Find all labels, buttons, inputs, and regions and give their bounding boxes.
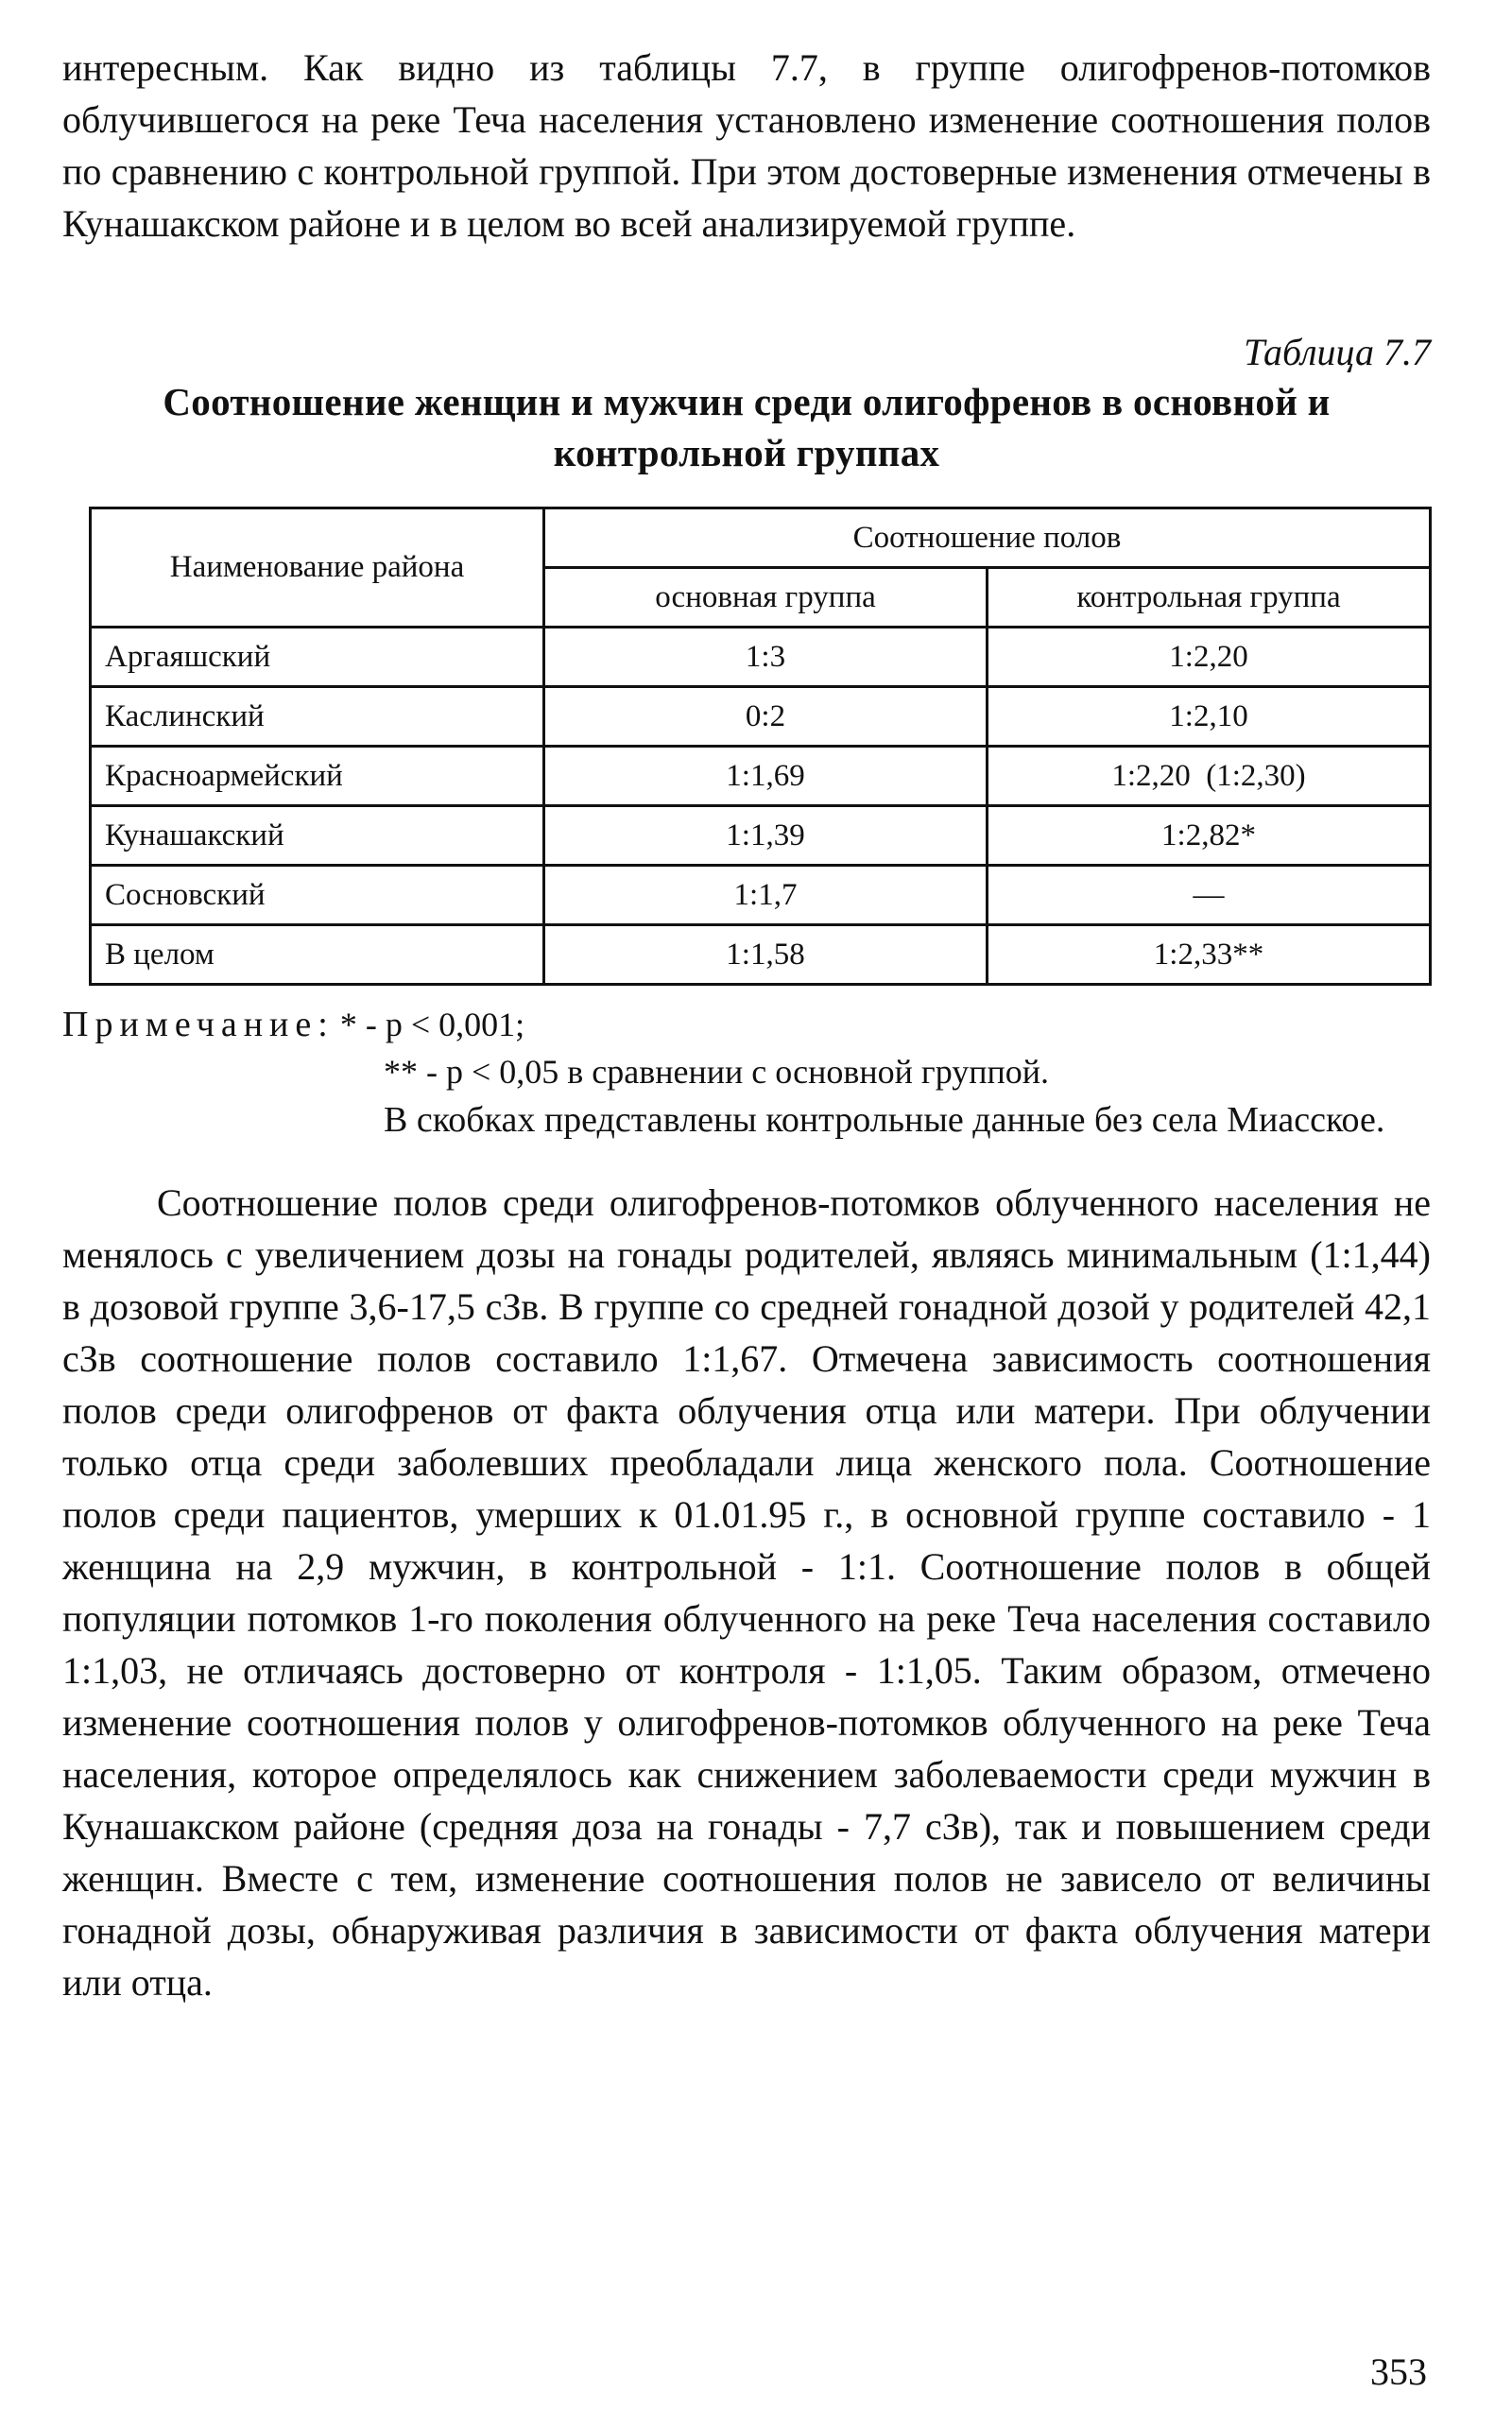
control-group-cell: 1:2,20 [988,628,1431,687]
sex-ratio-table [89,507,1432,986]
table-row [91,806,1431,866]
header-main-group: основная группа [544,568,988,628]
district-cell: Красноармейский [91,747,544,806]
control-group-cell: 1:2,82* [988,806,1431,866]
table-row [91,866,1431,925]
note-line-2: ** - р < 0,05 в сравнении с основной группой. [384,1053,1050,1091]
district-cell: Аргаяшский [91,628,544,687]
main-group-cell: 1:1,7 [544,866,988,925]
table-row [91,925,1431,985]
control-group-cell: 1:2,33** [988,925,1431,985]
main-group-cell: 1:3 [544,628,988,687]
control-group-cell: — [988,866,1431,925]
main-group-cell: 1:1,58 [544,925,988,985]
page [62,42,1431,2008]
table-title: Соотношение женщин и мужчин среди олигофренов в основной и контрольной группах [163,380,1331,474]
main-group-cell: 1:1,39 [544,806,988,866]
control-group-cell: 1:2,10 [988,687,1431,747]
header-district: Наименование района [91,508,544,628]
note-line-3: В скобках представлены контрольные данные без села Миасское. [384,1100,1385,1140]
table-row [91,687,1431,747]
page-number: 353 [1370,2350,1427,2393]
district-cell: В целом [91,925,544,985]
intro-paragraph: интересным. Как видно из таблицы 7.7, в группе олигофренов-потомков облучившегося на реке Теча населения установлено изменение соотношения полов по сравнению с контрольной группой. При этом достоверные изменения отмечены в Кунашакском районе и в целом во всей анализируемой группе. [62,46,1431,245]
table-note [62,1001,1431,1145]
table-row [91,628,1431,687]
main-group-cell: 0:2 [544,687,988,747]
header-control-group: контрольная группа [988,568,1431,628]
main-group-cell: 1:1,69 [544,747,988,806]
district-cell: Кунашакский [91,806,544,866]
district-cell: Каслинский [91,687,544,747]
table-row [91,747,1431,806]
district-cell: Сосновский [91,866,544,925]
control-group-cell: 1:2,20 (1:2,30) [988,747,1431,806]
note-line-1: * - р < 0,001; [339,1006,525,1043]
table-label: Таблица 7.7 [1244,331,1431,373]
body-paragraph: Соотношение полов среди олигофренов-потомков облученного населения не менялось с увеличением дозы на гонады родителей, являясь минимальным (1:1,44) в дозовой группе 3,6-17,5 сЗв. В группе со средней гонадной дозой у родителей 42,1 сЗв соотношение полов составило 1:1,67. Отмечена зависимость соотношения полов среди олигофренов от факта облучения отца или матери. При облучении только отца среди заболевших преобладали лица женского пола. Соотношение полов среди пациентов, умерших к 01.01.95 г., в основной группе составило - 1 женщина на 2,9 мужчин, в контрольной - 1:1. Соотношение полов в общей популяции потомков 1-го поколения облученного на реке Теча населения составило 1:1,03, не отличаясь достоверно от контроля - 1:1,05. Таким образом, отмечено изменение соотношения полов у олигофренов-потомков облученного на реке Теча населения, которое определялось как снижением заболеваемости среди мужчин в Кунашакском районе (средняя доза на гонады - 7,7 сЗв), так и повышением среди женщин. Вместе с тем, изменение соотношения полов не зависело от величины гонадной дозы, обнаруживая различия в зависимости от факта облучения матери или отца. [62,1181,1431,2004]
header-ratio: Соотношение полов [544,508,1431,568]
note-label: Примечание: [62,1005,335,1044]
